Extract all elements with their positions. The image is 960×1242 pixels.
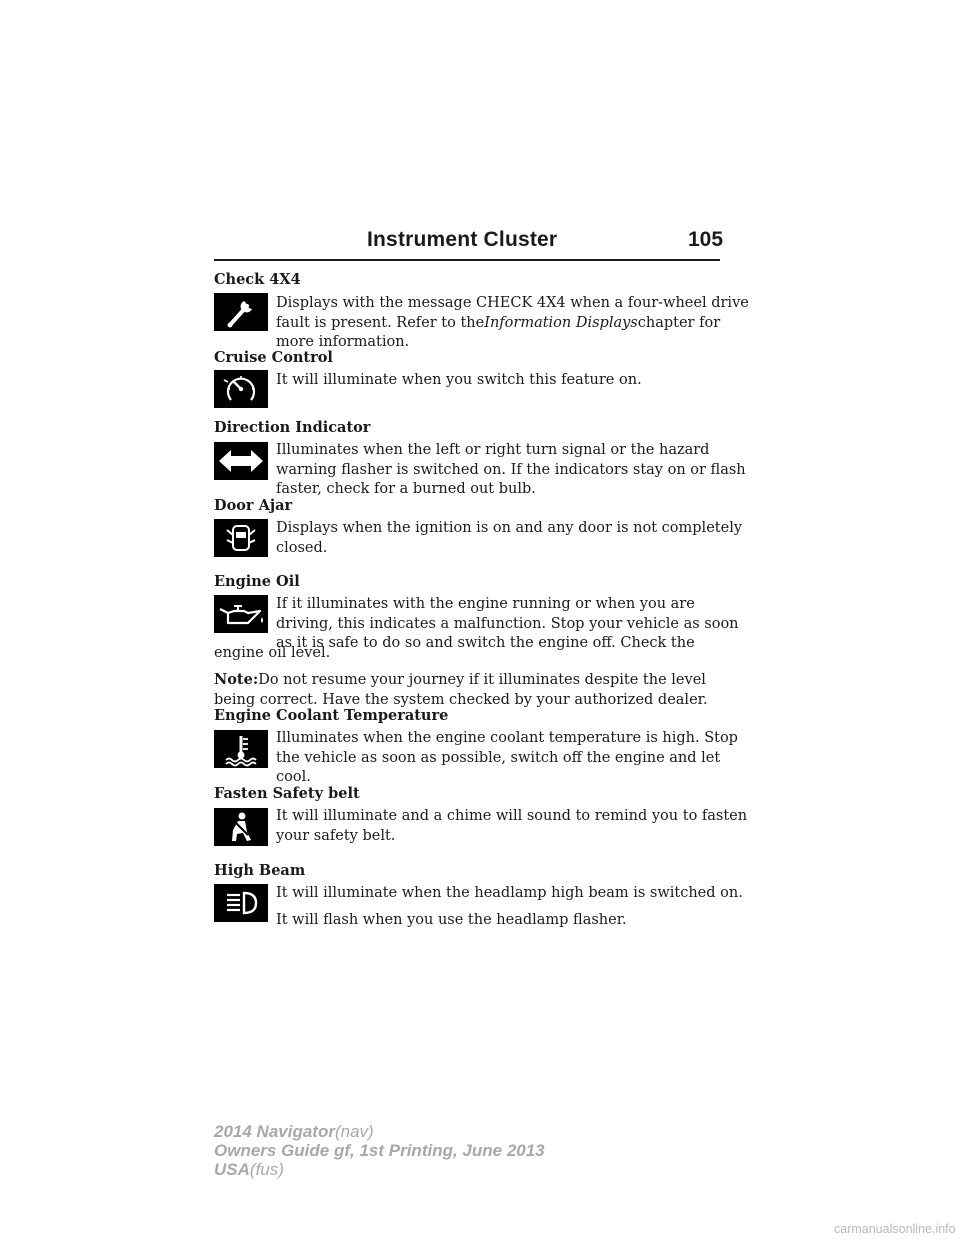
heading-high-beam: High Beam [214, 862, 306, 879]
text-engine-coolant: Illuminates when the engine coolant temperature is high. Stop the vehicle as soon as possible, switch off the engine and let cool. [276, 730, 738, 785]
speedometer-icon [214, 370, 268, 408]
note-engine-oil: Note:Do not resume your journey if it illuminates despite the level being correct. Have the system checked by your authorized dealer. [214, 671, 708, 708]
heading-cruise-control: Cruise Control [214, 349, 333, 366]
heading-check-4x4: Check 4X4 [214, 271, 301, 288]
text-engine-oil: If it illuminates with the engine running or when you are driving, this indicates a malfunction. Stop your vehicle as soon as it is safe to do so and switch the engine off. Check the [276, 596, 739, 651]
seatbelt-icon [214, 808, 268, 846]
header-rule [214, 259, 720, 261]
heading-engine-coolant: Engine Coolant Temperature [214, 707, 449, 724]
text-check-4x4: Displays with the message CHECK 4X4 when a four-wheel drive fault is present. Refer to theInformation Displayschapter for more information. [276, 295, 749, 350]
document-footer: 2014 Navigator(nav) Owners Guide gf, 1st Printing, June 2013 USA(fus) [214, 1122, 545, 1179]
turn-signal-arrows-icon [214, 442, 268, 480]
text-engine-oil-continued: engine oil level. [214, 645, 331, 661]
high-beam-icon [214, 884, 268, 922]
watermark: carmanualsonline.info [834, 1222, 956, 1236]
page-number: 105 [688, 228, 724, 251]
door-ajar-car-icon [214, 519, 268, 557]
heading-engine-oil: Engine Oil [214, 573, 300, 590]
text-high-beam: It will illuminate when the headlamp high beam is switched on. It will flash when you use the headlamp flasher. [276, 885, 743, 928]
heading-fasten-safety-belt: Fasten Safety belt [214, 785, 360, 802]
text-cruise-control: It will illuminate when you switch this feature on. [276, 372, 642, 388]
text-fasten-safety-belt: It will illuminate and a chime will sound to remind you to fasten your safety belt. [276, 808, 748, 844]
wrench-icon [214, 293, 268, 331]
heading-door-ajar: Door Ajar [214, 497, 293, 514]
coolant-thermometer-icon [214, 730, 268, 768]
text-door-ajar: Displays when the ignition is on and any door is not completely closed. [276, 520, 743, 556]
oil-can-icon [214, 595, 268, 633]
heading-direction-indicator: Direction Indicator [214, 419, 371, 436]
running-header-title: Instrument Cluster [367, 228, 558, 251]
text-direction-indicator: Illuminates when the left or right turn signal or the hazard warning flasher is switched on. If the indicators stay on or flash faster, check for a burned out bulb. [276, 442, 746, 497]
